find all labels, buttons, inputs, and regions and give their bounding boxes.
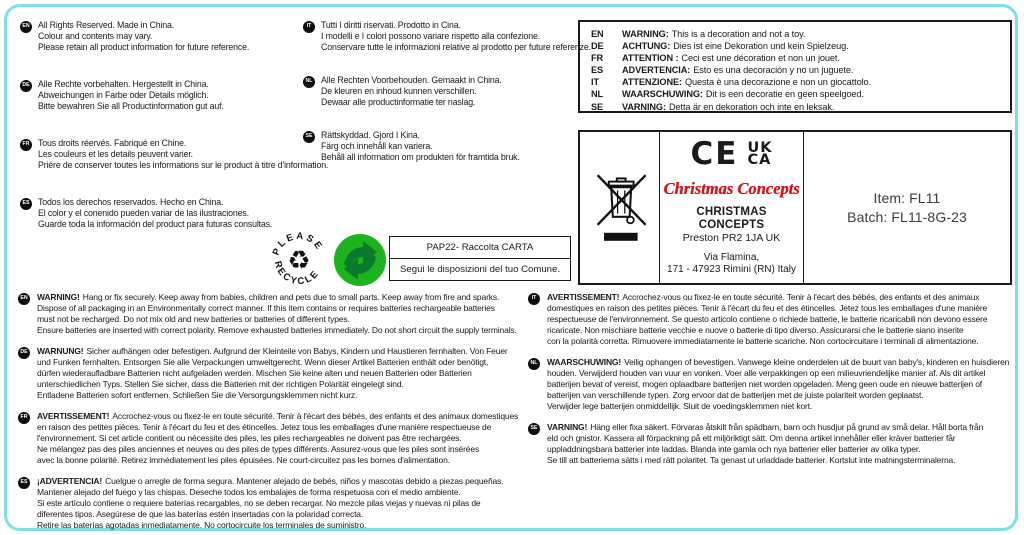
warning-text: VARNING: Detta är en dekoration och inte en leksak. (622, 101, 835, 112)
warning-language-code: DE (591, 41, 604, 52)
svg-text:PLEASE: PLEASE (270, 230, 326, 258)
warning-row (591, 64, 1010, 76)
warning-paragraph (528, 357, 1020, 412)
warning-text: ATTENZIONE: Questa è una decorazione e non un giocattolo. (622, 77, 872, 88)
language-badge: DE (20, 80, 32, 92)
warning-language-code: SE (591, 101, 604, 112)
info-text: Tous droits réervés. Fabriqué en Chine. Les couleurs et les details peuvent varier. Priére de conserver toutes les informations sur le product à titre d'information. (38, 138, 329, 170)
warning-paragraph-text: AVERTISSEMENT! Accrochez-vous ou fixez-le en toute sécurité. Tenir à l'écart des bébés, des enfants et des animaux domestiques en raison des petites pièces. Tenir à l'écart du feu et des étincelles. Jetez tous les emballages d'une manière respectueuse de l'environnement. Si cet article contient ou nécessite des piles, les piles rechargeables ne doivent pas être rechargées. Ne mélangez pas des piles anciennes et neuves ou des piles de types différents. Assurez-vous que les piles sont insérées avec la bonne polarité. Retirez immédiatement les piles épuisées. Ne court-circuitez pas les bornes d'alimentation. (37, 411, 519, 465)
brand-name: CHRISTMAS CONCEPTS (696, 206, 767, 231)
ce-mark: CE (690, 136, 739, 172)
warning-row (591, 101, 1010, 113)
please-recycle-icon (268, 227, 330, 291)
language-badge: EN (20, 21, 32, 33)
warning-paragraph (18, 346, 523, 401)
language-badge: ES (18, 477, 30, 489)
warning-row (591, 40, 1010, 52)
batch-number: Batch: FL11-8G-23 (847, 208, 967, 225)
language-badge: NL (303, 76, 315, 88)
language-badge: FR (20, 139, 32, 151)
paper-recycling-box (389, 236, 571, 281)
info-text: Rättskyddad. Gjord I Kina. Färg och innehåll kan variera. Behåll all information om produkten för framtida bruk. (321, 130, 520, 162)
compliance-marks (690, 136, 773, 172)
bottom-warnings-left (18, 292, 523, 531)
warning-box (578, 20, 1012, 113)
language-badge: FR (18, 412, 30, 424)
language-badge: IT (303, 21, 315, 33)
warning-text: WARNING: This is a decoration and not a toy. (622, 29, 806, 39)
warning-row (591, 76, 1010, 88)
address-italy: Via Flamina, 171 - 47923 Rimini (RN) Italy (667, 252, 796, 275)
manufacturer-info-box (578, 130, 1012, 285)
warning-language-code: IT (591, 77, 599, 88)
warning-language-code: ES (591, 65, 604, 76)
info-block (20, 197, 305, 230)
language-badge: NL (528, 358, 540, 370)
bottom-warnings-right (528, 292, 1020, 466)
warning-row (591, 28, 1010, 40)
warning-text: ADVERTENCIA: Esto es una decoración y no un juguete. (622, 65, 854, 76)
info-block (20, 20, 305, 53)
warning-paragraph (18, 292, 523, 336)
info-text: Alle Rechte vorbehalten. Hergestellt in China. Abweichungen in Farbe oder Details möglich. Bitte bewahren Sie all Productinformation gut auf. (38, 79, 224, 111)
svg-text:♻: ♻ (287, 246, 311, 276)
warning-paragraph-text: WAARSCHUWING! Veilig ophangen of bevestigen. Vanwege kleine onderdelen uit de buurt van baby's, kinderen en huisdieren houden. Verwijderd houden van vuur en vonken. Voer alle verpakkingen op een milieuvriendelijke manier af. Als dit artikel batterijen bevat of vereist, mogen oplaadbare batterijen niet worden opgeladen. Meng geen oude en nieuwe batterijen of batterijen van verschillende typen. Zorg ervoor dat de batterijen met de juiste polariteit worden geplaatst. Verwijder lege batterijen onmiddellijk. Sluit de voedingsklemmen niet kort. (547, 357, 1010, 411)
language-badge: IT (528, 293, 540, 305)
weee-crossed-bin-icon (588, 155, 652, 261)
warning-paragraph (18, 476, 523, 531)
info-text: Tutti I diritti riservati. Prodotto in Cina. I modelli e I colori possono variare rispetto alla confezione. Conservare tutte le informazioni relative al prodotto per future referenze. (321, 20, 591, 52)
item-number: Item: FL11 (873, 189, 941, 206)
language-badge: SE (303, 131, 315, 143)
language-badge: DE (18, 347, 30, 359)
warning-paragraph-text: AVERTISSEMENT! Accrochez-vous ou fixez-le en toute sécurité. Tenir à l'écart des bébés, des enfants et des animaux domestiques en raison des petites pièces. Tenir à l'écart du feu et des étincelles. Jetez tous les emballages d'une manière respectueuse de l'environnement. Se questo articolo contiene o richiede batterie, le batterie ricaricabili non devono essere ricaricate. Non mischiare batterie vecchie e nuove o batterie di tipo diverso. Assicurarsi che le batterie siano inserite con la polarità corretta. Rimuovere immediatamente le batterie scariche. Non cortocircuitare i terminali di alimentazione. (547, 292, 988, 346)
green-dot-icon (333, 233, 387, 287)
warning-language-code: EN (591, 29, 604, 39)
warning-paragraph-text: VARNING! Häng eller fixa säkert. Förvaras åtskilt från spädbarn, barn och husdjur på grund av små delar. Håll borta från eld och gnistor. Kassera all förpackning på ett miljöriktigt sätt. Om denna artikel innehåller eller kräver batterier får uppladdningsbara batterier inte laddas. Blanda inte gamla och nya batterier eller batterier av olika typer. Se till att batterierna sätts i med rätt polaritet. Ta genast ut urladdade batterier. Kortslut inte matningsterminalerna. (547, 422, 984, 465)
warning-paragraph (528, 292, 1020, 347)
info-block (303, 75, 578, 108)
language-badge: SE (528, 423, 540, 435)
pap-instruction: Segui le disposizioni del tuo Comune. (389, 258, 571, 281)
warning-row (591, 52, 1010, 64)
warning-paragraph (18, 411, 523, 466)
info-text: Alle Rechten Voorbehouden. Gemaakt in China. De kleuren en inhoud kunnen verschillen. Dewaar alle productinformatie ter naslag. (321, 75, 502, 107)
language-badge: EN (18, 293, 30, 305)
info-text: All Rights Reserved. Made in China. Colour and contents may vary. Please retain all product information for future reference. (38, 20, 250, 52)
pap-code: PAP22- Raccolta CARTA (389, 236, 571, 259)
weee-cell (580, 132, 660, 283)
info-text: Todos los derechos reservados. Hecho en China. El color y el conenido pueden variar de las ilustraciones. Guarde toda la información del product para futuras consultas. (38, 197, 273, 229)
item-cell (804, 132, 1010, 283)
warning-row (591, 88, 1010, 100)
warning-text: ACHTUNG: Dies ist eine Dekoration und kein Spielzeug. (622, 41, 849, 52)
address-uk: Preston PR2 1JA UK (682, 232, 781, 244)
info-block (303, 130, 578, 163)
svg-text:RECYCLE: RECYCLE (271, 259, 322, 288)
warning-paragraph (528, 422, 1020, 466)
warning-text: ATTENTION : Ceci est une décoration et non un jouet. (622, 53, 840, 64)
info-block (20, 79, 305, 112)
info-block (303, 20, 591, 53)
warning-language-code: FR (591, 53, 604, 64)
warning-language-code: NL (591, 89, 604, 100)
ukca-mark: UK CA (747, 139, 773, 168)
info-block (20, 138, 329, 171)
warning-paragraph-text: WARNING! Hang or fix securely. Keep away from babies, children and pets due to small parts. Keep away from fire and sparks. Dispose of all packaging in an Environmentally correct manner. If this item contains or requires batteries rechargeable batteries must not be recharged. Do not mix old and new batteries or batteries of different types. Ensure batteries are inserted with correct polarity. Remove exhausted batteries immediately. Do not short circuit the supply terminals. (37, 292, 517, 335)
brand-logo-script: Christmas Concepts (663, 179, 800, 198)
top-info-column-middle (303, 20, 591, 163)
brand-cell (660, 132, 804, 283)
language-badge: ES (20, 198, 32, 210)
warning-text: WAARSCHUWING: Dit is een decoratie en geen speelgoed. (622, 89, 864, 100)
warning-paragraph-text: ¡ADVERTENCIA! Cuelgue o arregle de forma segura. Mantener alejado de bebés, niños y mascotas debido a piezas pequeñas. Mantener alejado del fuego y las chispas. Deseche todos los embalajes de forma respetuosa con el medio ambiente. Si este artículo contiene o requiere baterías recargables, no se deben recargar. No mezcle pilas viejas y nuevas ni pilas de diferentes tipos. Asegúrese de que las baterías estén insertadas con la polaridad correcta. Retire las baterías agotadas inmediatamente. No cortocircuite los terminales de suministro. (37, 476, 504, 530)
warning-paragraph-text: WARNUNG! Sicher aufhängen oder befestigen. Aufgrund der Kleinteile von Babys, Kindern und Haustieren fernhalten. Von Feuer und Funken fernhalten. Entsorgen Sie alle Verpackungen umweltgerecht. Wenn dieser Artikel Batterien enthält oder benötigt, dürfen wiederaufladbare Batterien nicht aufgeladen werden. Mischen Sie keine alten und neuen Batterien oder Batterien unterschiedlichen Typs. Stellen Sie sicher, dass die Batterien mit der richtigen Polarität eingelegt sind. Entladene Batterien sofort entfernen. Schließen Sie die Versorgungsklemmen nicht kurz. (37, 346, 508, 400)
